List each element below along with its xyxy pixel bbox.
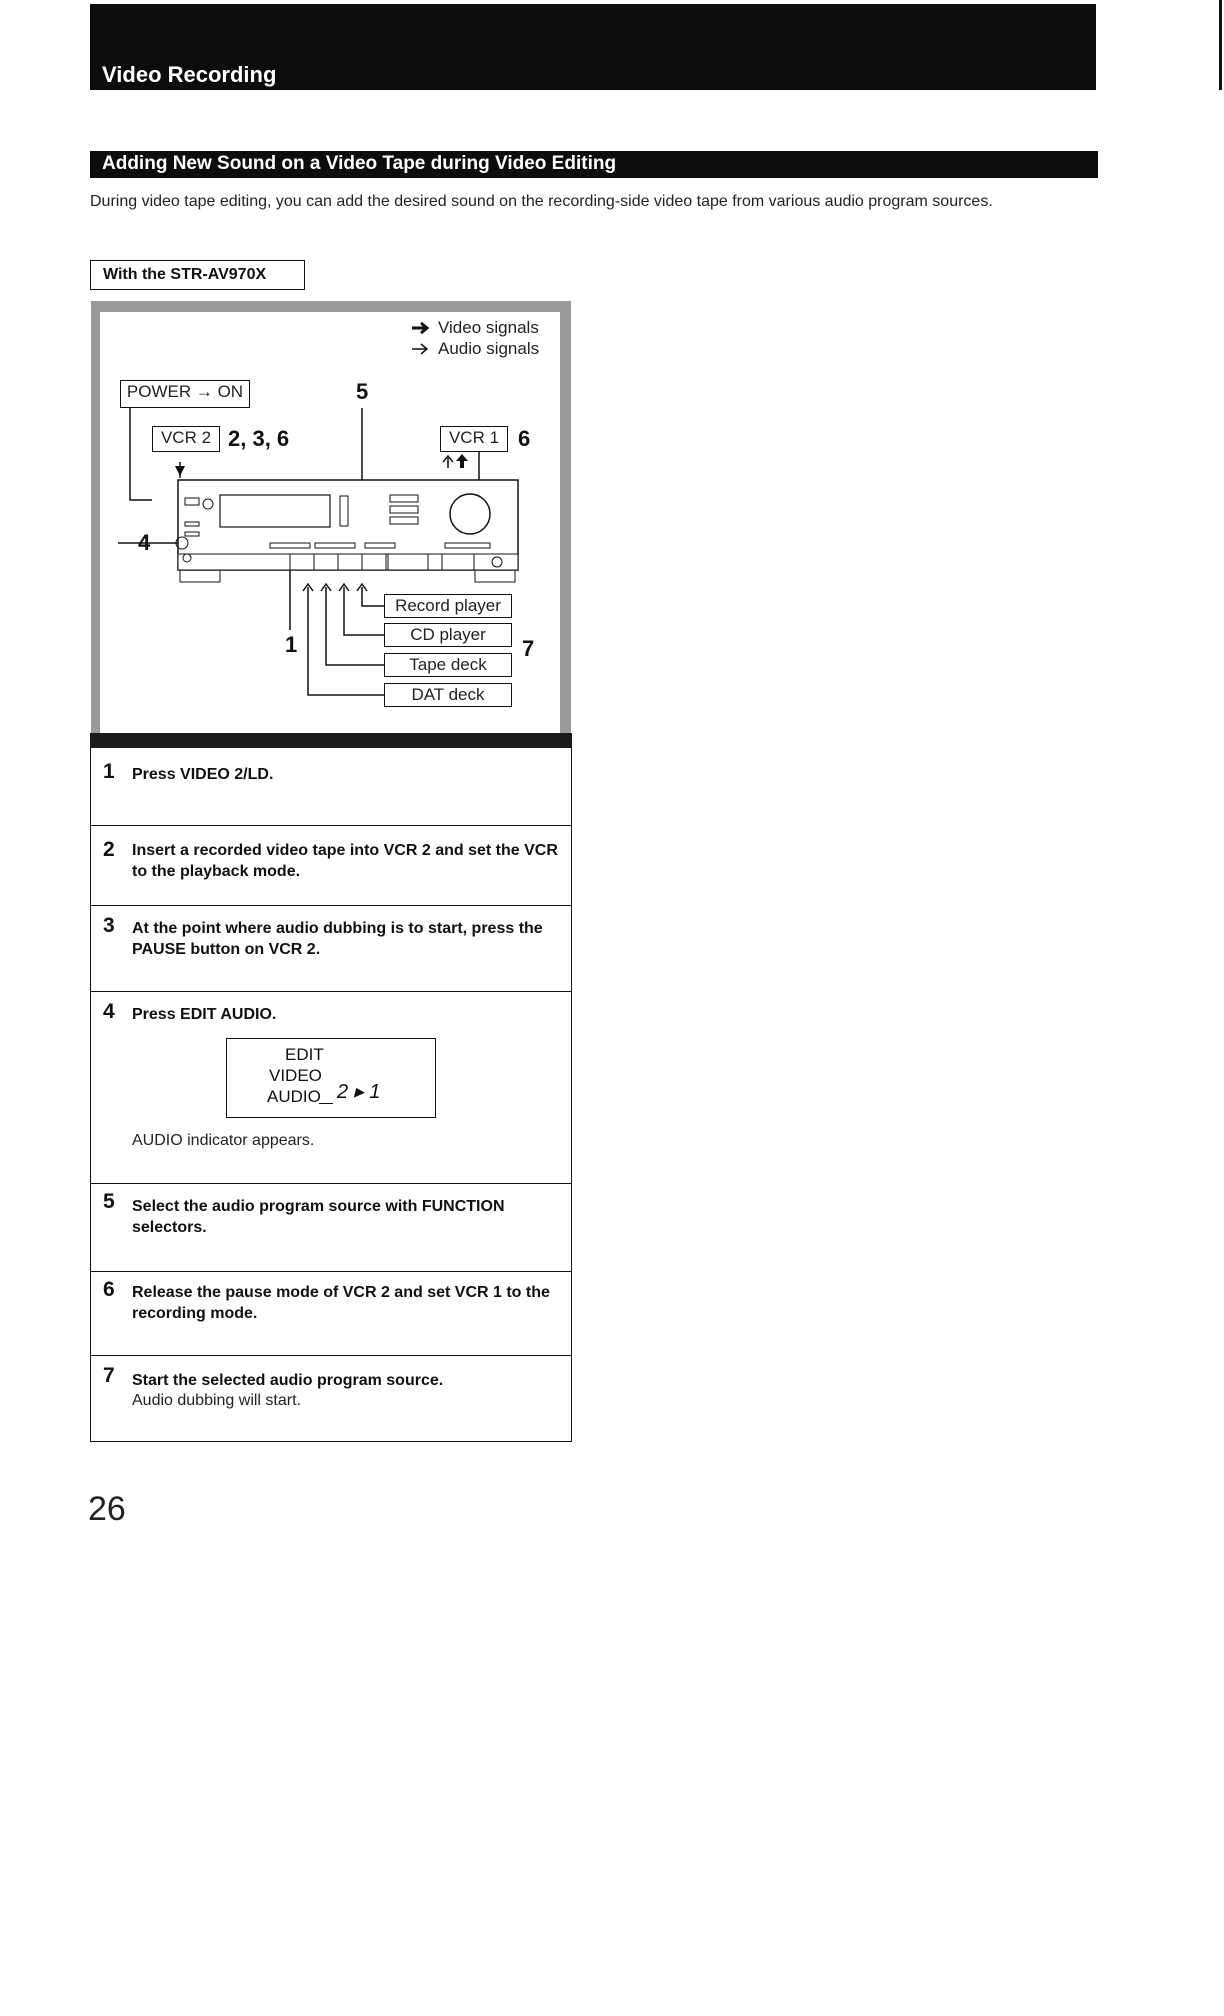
- step-number: 2: [103, 838, 115, 861]
- display-video: VIDEO: [269, 1066, 322, 1085]
- step-text: Select the audio program source with FUNCTION selectors.: [132, 1198, 505, 1236]
- vcr1-label: VCR 1: [440, 426, 508, 452]
- section-bar: [90, 151, 1098, 178]
- vcr2-label: VCR 2: [152, 426, 220, 452]
- fl-display: [226, 1038, 436, 1118]
- display-value: 2 ▸ 1: [337, 1081, 381, 1103]
- step-text: Press EDIT AUDIO.: [132, 1006, 277, 1023]
- step-item: [90, 1356, 572, 1442]
- power-label: POWER → ON: [120, 380, 250, 408]
- step-text: Press VIDEO 2/LD.: [132, 766, 274, 783]
- display-edit: EDIT: [285, 1045, 324, 1064]
- step7-callout: 7: [522, 636, 535, 661]
- step5-callout: 5: [356, 379, 369, 404]
- step-number: 1: [103, 760, 115, 783]
- intro-paragraph: During video tape editing, you can add the desired sound on the recording-side video tape from various audio program sources.: [90, 193, 993, 210]
- display-underline: [319, 1103, 333, 1104]
- step1-callout: 1: [285, 632, 298, 657]
- step-number: 3: [103, 914, 115, 937]
- page-number: 26: [88, 1490, 126, 1528]
- step-number: 4: [103, 1000, 115, 1023]
- steps-list: [90, 748, 572, 1442]
- source-label: DAT deck: [384, 683, 512, 707]
- step-item: [90, 992, 572, 1184]
- step-item: [90, 1184, 572, 1272]
- page-header-title: Video Recording: [102, 62, 277, 87]
- receiver-display: [220, 495, 330, 527]
- step-number: 5: [103, 1190, 115, 1213]
- edge-rule: [1219, 0, 1222, 90]
- step-number: 7: [103, 1364, 115, 1387]
- step-note: Audio dubbing will start.: [132, 1392, 301, 1409]
- vcr1-step-callout: 6: [518, 426, 531, 451]
- step-note: AUDIO indicator appears.: [132, 1132, 315, 1149]
- diagram-bottom-band: [90, 733, 572, 748]
- model-box: [90, 260, 305, 290]
- receiver-lower-strip: [178, 554, 518, 570]
- step4-callout: 4: [138, 530, 151, 555]
- step-text: Insert a recorded video tape into VCR 2 and set the VCR to the playback mode.: [132, 842, 558, 880]
- step-item: [90, 826, 572, 906]
- step-item: [90, 748, 572, 826]
- header-bar: [90, 4, 1096, 90]
- step-item: [90, 1272, 572, 1356]
- vcr2-steps-callout: 2, 3, 6: [228, 426, 290, 451]
- model-label: With the STR-AV970X: [103, 266, 267, 283]
- diagram-drawing: [90, 300, 572, 748]
- step-number: 6: [103, 1278, 115, 1301]
- source-label: Tape deck: [384, 653, 512, 677]
- step-text: At the point where audio dubbing is to start, press the PAUSE button on VCR 2.: [132, 920, 543, 958]
- source-label: Record player: [384, 594, 512, 618]
- step-text: Start the selected audio program source.: [132, 1372, 444, 1389]
- source-label: CD player: [384, 623, 512, 647]
- legend-audio-label: Audio signals: [438, 339, 540, 358]
- section-title: Adding New Sound on a Video Tape during Video Editing: [102, 153, 617, 174]
- legend-video-label: Video signals: [438, 318, 539, 337]
- display-audio: AUDIO: [267, 1087, 321, 1106]
- step-item: [90, 906, 572, 992]
- connection-diagram: [90, 300, 572, 748]
- step-text: Release the pause mode of VCR 2 and set VCR 1 to the recording mode.: [132, 1284, 550, 1322]
